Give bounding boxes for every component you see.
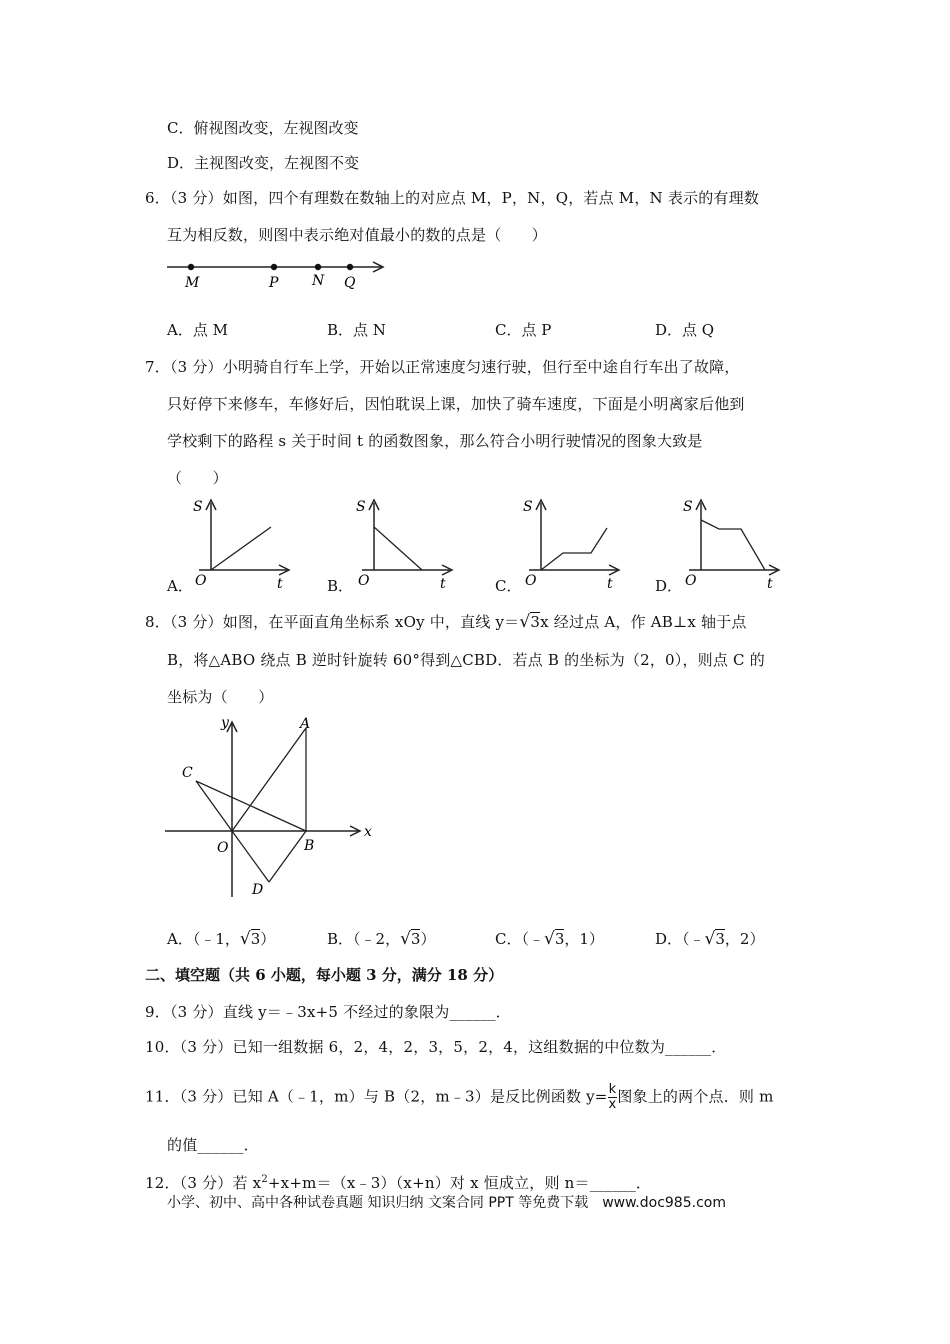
q8-option-d-start: D．（﹣ bbox=[655, 930, 705, 948]
q7-option-c: C． bbox=[495, 577, 522, 595]
sqrt-radicand: 3 bbox=[530, 613, 541, 631]
sqrt-radicand: 3 bbox=[554, 930, 565, 948]
q11-stem-line2: 的值______． bbox=[167, 1136, 259, 1154]
graph-c bbox=[515, 495, 625, 590]
label-q: Q bbox=[344, 275, 356, 291]
q8-option-b bbox=[327, 929, 435, 949]
q6-option-c: C．点 P bbox=[495, 321, 552, 339]
sqrt-symbol: √ bbox=[239, 929, 251, 949]
graph-b-curve bbox=[374, 527, 422, 570]
label-n: N bbox=[312, 273, 325, 289]
fraction-numerator: k bbox=[608, 1082, 617, 1097]
segment-oa bbox=[232, 728, 306, 831]
exponent: 2 bbox=[261, 1174, 268, 1185]
graph-a-curve bbox=[211, 527, 271, 570]
graph-c-curve bbox=[541, 528, 607, 570]
graph-a bbox=[185, 495, 295, 590]
q8-option-a-start: A．（﹣1， bbox=[167, 930, 240, 948]
q8-option-b-start: B．（﹣2， bbox=[327, 930, 401, 948]
q7-stem-line1: 7．（3 分）小明骑自行车上学，开始以正常速度匀速行驶，但行至中途自行车出了故障， bbox=[145, 358, 740, 376]
graph-d-label-o: O bbox=[685, 573, 697, 589]
q8-stem-line1-end: x 经过点 A，作 AB⊥x 轴于点 bbox=[540, 613, 747, 631]
q12-stem-end: +x+m＝（x﹣3）（x+n）对 x 恒成立，则 n＝______． bbox=[267, 1174, 652, 1192]
sqrt-radicand: 3 bbox=[715, 930, 725, 948]
label-b: B bbox=[304, 838, 315, 854]
graph-d-label-s: S bbox=[683, 499, 693, 515]
sqrt-symbol: √ bbox=[519, 612, 531, 632]
sqrt-symbol: √ bbox=[704, 929, 716, 949]
graph-b-label-t: t bbox=[440, 576, 446, 592]
point-m bbox=[188, 264, 194, 270]
sqrt-radicand: 3 bbox=[410, 930, 421, 948]
segment-db bbox=[269, 831, 306, 882]
point-p bbox=[271, 264, 277, 270]
number-line-figure bbox=[165, 255, 395, 295]
fraction-k-over-x bbox=[608, 1083, 618, 1112]
q8-option-c-start: C．（﹣ bbox=[495, 930, 544, 948]
sqrt-symbol: √ bbox=[543, 929, 555, 949]
q8-option-d-end: ，2） bbox=[724, 930, 765, 948]
q11-stem-line1 bbox=[145, 1083, 774, 1112]
q7-option-b: B． bbox=[327, 577, 354, 595]
section-2-title: 二、填空题（共 6 小题，每小题 3 分，满分 18 分） bbox=[145, 966, 504, 984]
page-footer: 小学、初中、高中各种试卷真题 知识归纳 文案合同 PPT 等免费下载 www.doc985.com bbox=[167, 1195, 726, 1211]
graph-c-label-t: t bbox=[607, 576, 613, 592]
label-c: C bbox=[182, 765, 193, 781]
sqrt-symbol: √ bbox=[400, 929, 411, 949]
label-y: y bbox=[221, 715, 229, 731]
label-d: D bbox=[252, 882, 264, 898]
label-x: x bbox=[364, 824, 372, 840]
q12-stem-start: 12．（3 分）若 x bbox=[145, 1174, 262, 1192]
q12-stem bbox=[145, 1170, 651, 1193]
q8-option-c-end: ，1） bbox=[564, 930, 604, 948]
label-m: M bbox=[185, 275, 200, 291]
graph-c-label-o: O bbox=[525, 573, 537, 589]
q7-stem-line4: （ ） bbox=[167, 469, 228, 487]
q6-option-d: D．点 Q bbox=[655, 321, 715, 339]
label-a: A bbox=[300, 716, 311, 732]
graph-b-label-s: S bbox=[356, 499, 366, 515]
point-q bbox=[347, 264, 353, 270]
q8-option-b-end: ） bbox=[420, 930, 436, 948]
graph-d-label-t: t bbox=[767, 576, 773, 592]
q8-stem-line3: 坐标为（ ） bbox=[167, 688, 274, 706]
q7-stem-line3: 学校剩下的路程 s 关于时间 t 的函数图象，那么符合小明行驶情况的图象大致是 bbox=[167, 432, 703, 450]
coordinate-figure bbox=[160, 712, 390, 902]
graph-a-label-o: O bbox=[195, 573, 207, 589]
q8-option-d bbox=[655, 929, 764, 949]
q8-option-c bbox=[495, 929, 604, 949]
sqrt-radicand: 3 bbox=[250, 930, 261, 948]
label-o: O bbox=[217, 840, 229, 856]
q7-option-a: A． bbox=[167, 577, 193, 595]
q6-option-b: B．点 N bbox=[327, 321, 386, 339]
segment-cb bbox=[196, 781, 306, 831]
q8-stem-line2: B，将△ABO 绕点 B 逆时针旋转 60°得到△CBD．若点 B 的坐标为（2，0），则点 C 的 bbox=[167, 651, 765, 669]
q5-option-d: D．主视图改变，左视图不变 bbox=[167, 154, 360, 172]
segment-od bbox=[232, 831, 269, 882]
q10-stem: 10．（3 分）已知一组数据 6，2，4，2，3，5，2，4，这组数据的中位数为______． bbox=[145, 1038, 727, 1056]
q8-option-a-end: ） bbox=[260, 930, 276, 948]
q9-stem: 9．（3 分）直线 y＝﹣3x+5 不经过的象限为______． bbox=[145, 1003, 511, 1021]
q8-stem-line1-start: 8．（3 分）如图，在平面直角坐标系 xOy 中，直线 y＝ bbox=[145, 613, 520, 631]
graph-a-label-t: t bbox=[277, 576, 283, 592]
q6-stem-line2: 互为相反数，则图中表示绝对值最小的数的点是（ ） bbox=[167, 226, 548, 244]
q7-option-d: D． bbox=[655, 577, 683, 595]
label-p: P bbox=[269, 275, 279, 291]
graph-d bbox=[675, 495, 785, 590]
q11-stem-start: 11．（3 分）已知 A（﹣1，m）与 B（2，m﹣3）是反比例函数 y= bbox=[145, 1087, 608, 1106]
q7-stem-line2: 只好停下来修车，车修好后，因怕耽误上课，加快了骑车速度，下面是小明离家后他到 bbox=[167, 395, 745, 413]
q11-stem-end: 图象上的两个点．则 m bbox=[617, 1087, 774, 1106]
graph-b bbox=[348, 495, 458, 590]
point-n bbox=[315, 264, 321, 270]
q6-stem-line1: 6．（3 分）如图，四个有理数在数轴上的对应点 M，P，N，Q，若点 M，N 表示的有理数 bbox=[145, 189, 760, 207]
fraction-denominator: x bbox=[608, 1097, 617, 1112]
q5-option-c: C．俯视图改变，左视图改变 bbox=[167, 119, 359, 137]
q6-option-a: A．点 M bbox=[167, 321, 228, 339]
graph-c-label-s: S bbox=[523, 499, 533, 515]
graph-a-label-s: S bbox=[193, 499, 203, 515]
q8-option-a bbox=[167, 929, 275, 949]
graph-d-curve bbox=[701, 520, 765, 570]
q8-stem-line1 bbox=[145, 612, 747, 632]
graph-b-label-o: O bbox=[358, 573, 370, 589]
